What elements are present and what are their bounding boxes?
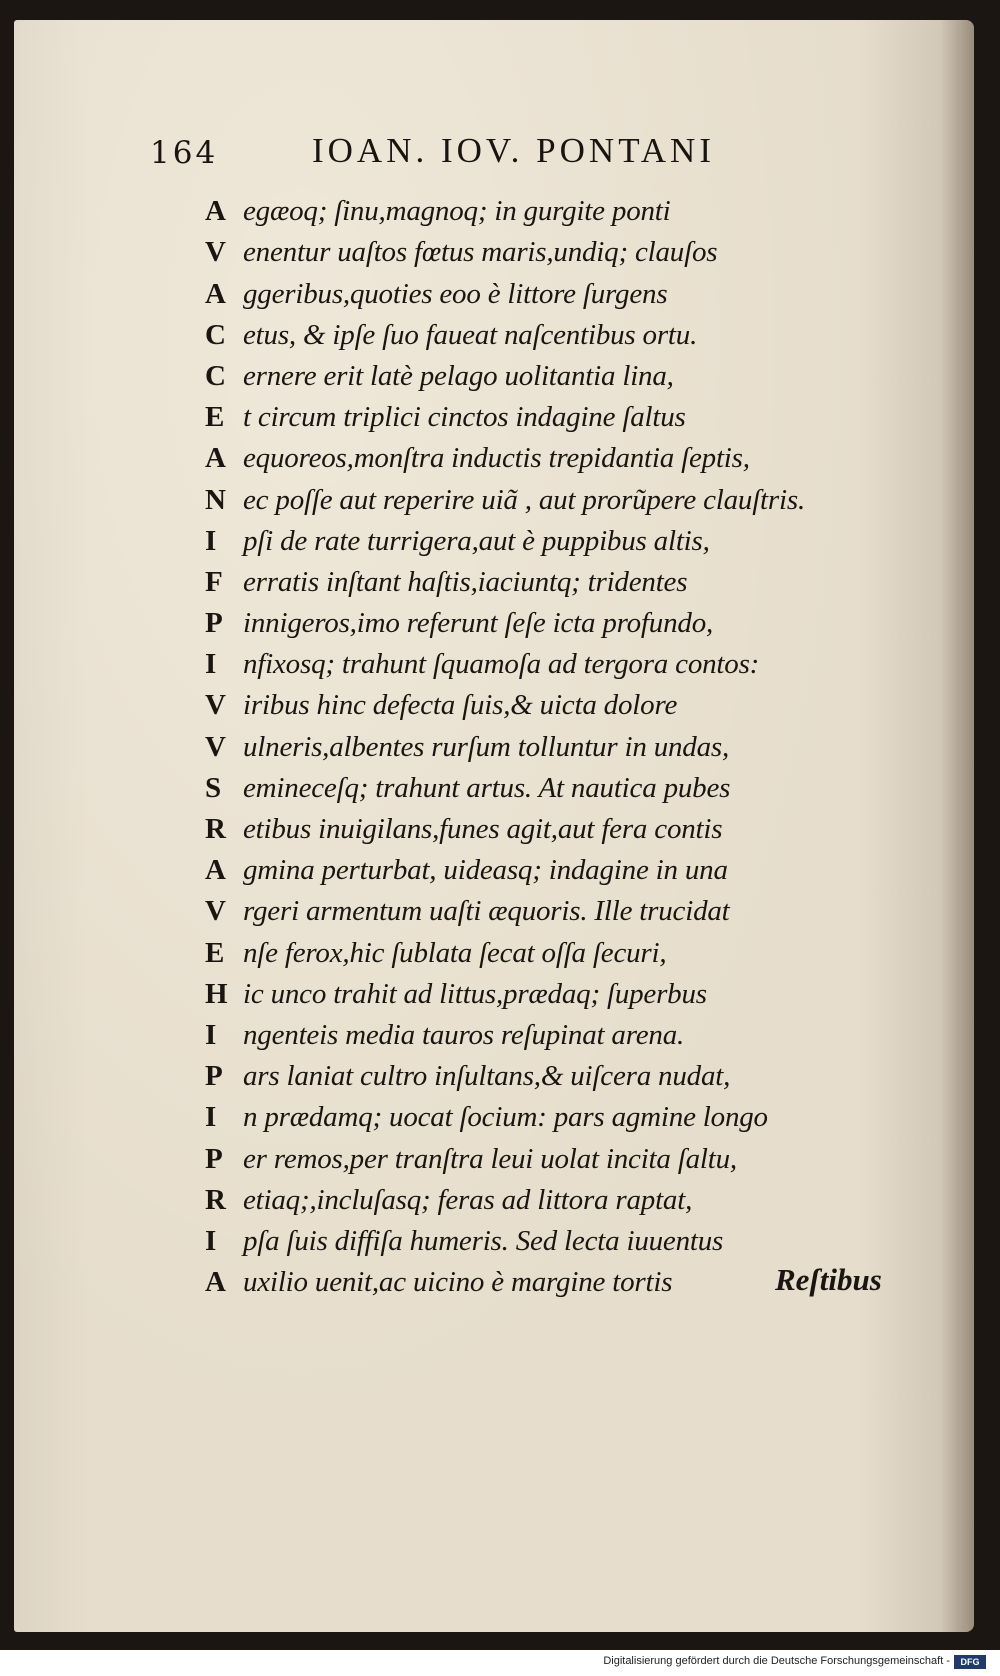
verse-line: [205, 309, 925, 350]
running-head: IOAN. IOV. PONTANI: [312, 131, 715, 170]
verse-line: [205, 844, 925, 885]
acrostic-initial: V: [205, 689, 226, 722]
verse-text: ggeribus,quoties eoo è littore ſurgens: [243, 277, 668, 310]
verse-text: ec poſſe aut reperire uiã , aut prorũpere clauſtris.: [243, 483, 805, 516]
acrostic-initial: P: [205, 607, 223, 640]
acrostic-initial: E: [205, 936, 225, 969]
verse-text: pſa ſuis diffiſa humeris. Sed lecta iuuentus: [243, 1224, 724, 1257]
verse-line: [205, 762, 925, 803]
verse-line: [205, 926, 925, 967]
acrostic-initial: A: [205, 195, 226, 228]
verse-text: ngenteis media tauros reſupinat arena.: [243, 1018, 685, 1051]
verse-text: etibus inuigilans,funes agit,aut fera contis: [243, 813, 723, 845]
verse-line: [205, 391, 925, 432]
acrostic-initial: I: [205, 1224, 217, 1257]
acrostic-initial: A: [205, 277, 226, 310]
acrostic-initial: A: [205, 854, 226, 887]
verse-line: [205, 638, 925, 679]
verse-text: ernere erit latè pelago uolitantia lina,: [243, 359, 674, 392]
verse-line: [205, 720, 925, 761]
page-header: [150, 125, 790, 175]
footer: [0, 1650, 1000, 1676]
verse-text: nſe ferox,hic ſublata ſecat oſſa ſecuri,: [243, 936, 667, 969]
verse-line: [205, 556, 925, 597]
verse-text: equoreos,monſtra inductis trepidantia ſeptis,: [243, 442, 750, 475]
verse-line: [205, 597, 925, 638]
acrostic-initial: P: [205, 1060, 223, 1093]
verse-line: [205, 803, 925, 844]
verse-line: [205, 885, 925, 926]
verse-text: etiaq;,incluſasq; feras ad littora raptat,: [243, 1183, 693, 1216]
verse-line: [205, 1091, 925, 1132]
acrostic-initial: I: [205, 648, 217, 681]
verse-block: [205, 185, 925, 1297]
verse-text: er remos,per tranſtra leui uolat incita ſaltu,: [243, 1142, 737, 1175]
verse-text: rgeri armentum uaſti æquoris. Ille trucidat: [243, 895, 730, 928]
verse-line: [205, 350, 925, 391]
verse-text: etus, & ipſe ſuo faueat naſcentibus ortu.: [243, 318, 698, 351]
acrostic-initial: H: [205, 977, 228, 1010]
verse-text: ars laniat cultro inſultans,& uiſcera nudat,: [243, 1060, 731, 1093]
acrostic-initial: S: [205, 771, 222, 804]
verse-line: [205, 473, 925, 514]
verse-text: n prædamq; uocat ſocium: pars agmine longo: [243, 1101, 768, 1134]
verse-line: [205, 515, 925, 556]
verse-text: emineceſq; trahunt artus. At nautica pubes: [243, 771, 731, 804]
page-number: 164: [150, 135, 219, 171]
verse-text: t circum triplici cinctos indagine ſaltus: [243, 401, 686, 434]
acrostic-initial: F: [205, 565, 223, 598]
acrostic-initial: C: [205, 318, 226, 351]
verse-text: iribus hinc defecta ſuis,& uicta dolore: [243, 689, 678, 722]
verse-text: innigeros,imo referunt ſeſe icta profundo,: [243, 607, 714, 640]
acrostic-initial: V: [205, 895, 226, 928]
acrostic-initial: A: [205, 1266, 226, 1299]
acrostic-initial: C: [205, 359, 226, 392]
acrostic-initial: I: [205, 524, 217, 557]
verse-text: gmina perturbat, uideasq; indagine in una: [243, 854, 728, 887]
verse-text: pſi de rate turrigera,aut è puppibus altis,: [243, 524, 710, 557]
acrostic-initial: V: [205, 730, 226, 763]
verse-line: [205, 185, 925, 226]
acrostic-initial: I: [205, 1101, 217, 1134]
verse-line: [205, 1132, 925, 1173]
acrostic-initial: P: [205, 1142, 223, 1175]
verse-line: [205, 1174, 925, 1215]
verse-text: ulneris,albentes rurſum tolluntur in undas,: [243, 730, 730, 763]
verse-line: [205, 432, 925, 473]
acrostic-initial: E: [205, 401, 225, 434]
verse-line: [205, 679, 925, 720]
verse-text: erratis inſtant haſtis,iaciuntq; tridentes: [243, 565, 688, 598]
acrostic-initial: N: [205, 483, 226, 516]
verse-line: [205, 1215, 925, 1256]
verse-text: enentur uaſtos fœtus maris,undiq; clauſos: [243, 236, 718, 269]
footer-credit: Digitalisierung gefördert durch die Deutsche Forschungsgemeinschaft -: [603, 1655, 950, 1667]
verse-line: [205, 267, 925, 308]
page-edge-shadow: [940, 20, 974, 1632]
verse-text: ic unco trahit ad littus,prædaq; ſuperbus: [243, 977, 707, 1010]
acrostic-initial: I: [205, 1018, 217, 1051]
verse-line: [205, 1009, 925, 1050]
verse-text: nfixosq; trahunt ſquamoſa ad tergora contos:: [243, 648, 760, 681]
verse-line: [205, 1050, 925, 1091]
acrostic-initial: R: [205, 1183, 226, 1216]
acrostic-initial: V: [205, 236, 226, 269]
dfg-logo: DFG: [954, 1655, 986, 1669]
verse-line: [205, 226, 925, 267]
acrostic-initial: A: [205, 442, 226, 475]
verse-line: [205, 968, 925, 1009]
catchword: Reſtibus: [775, 1262, 882, 1297]
verse-text: egæoq; ſinu,magnoq; in gurgite ponti: [243, 195, 671, 228]
verse-text: uxilio uenit,ac uicino è margine tortis: [243, 1266, 673, 1299]
acrostic-initial: R: [205, 813, 226, 845]
